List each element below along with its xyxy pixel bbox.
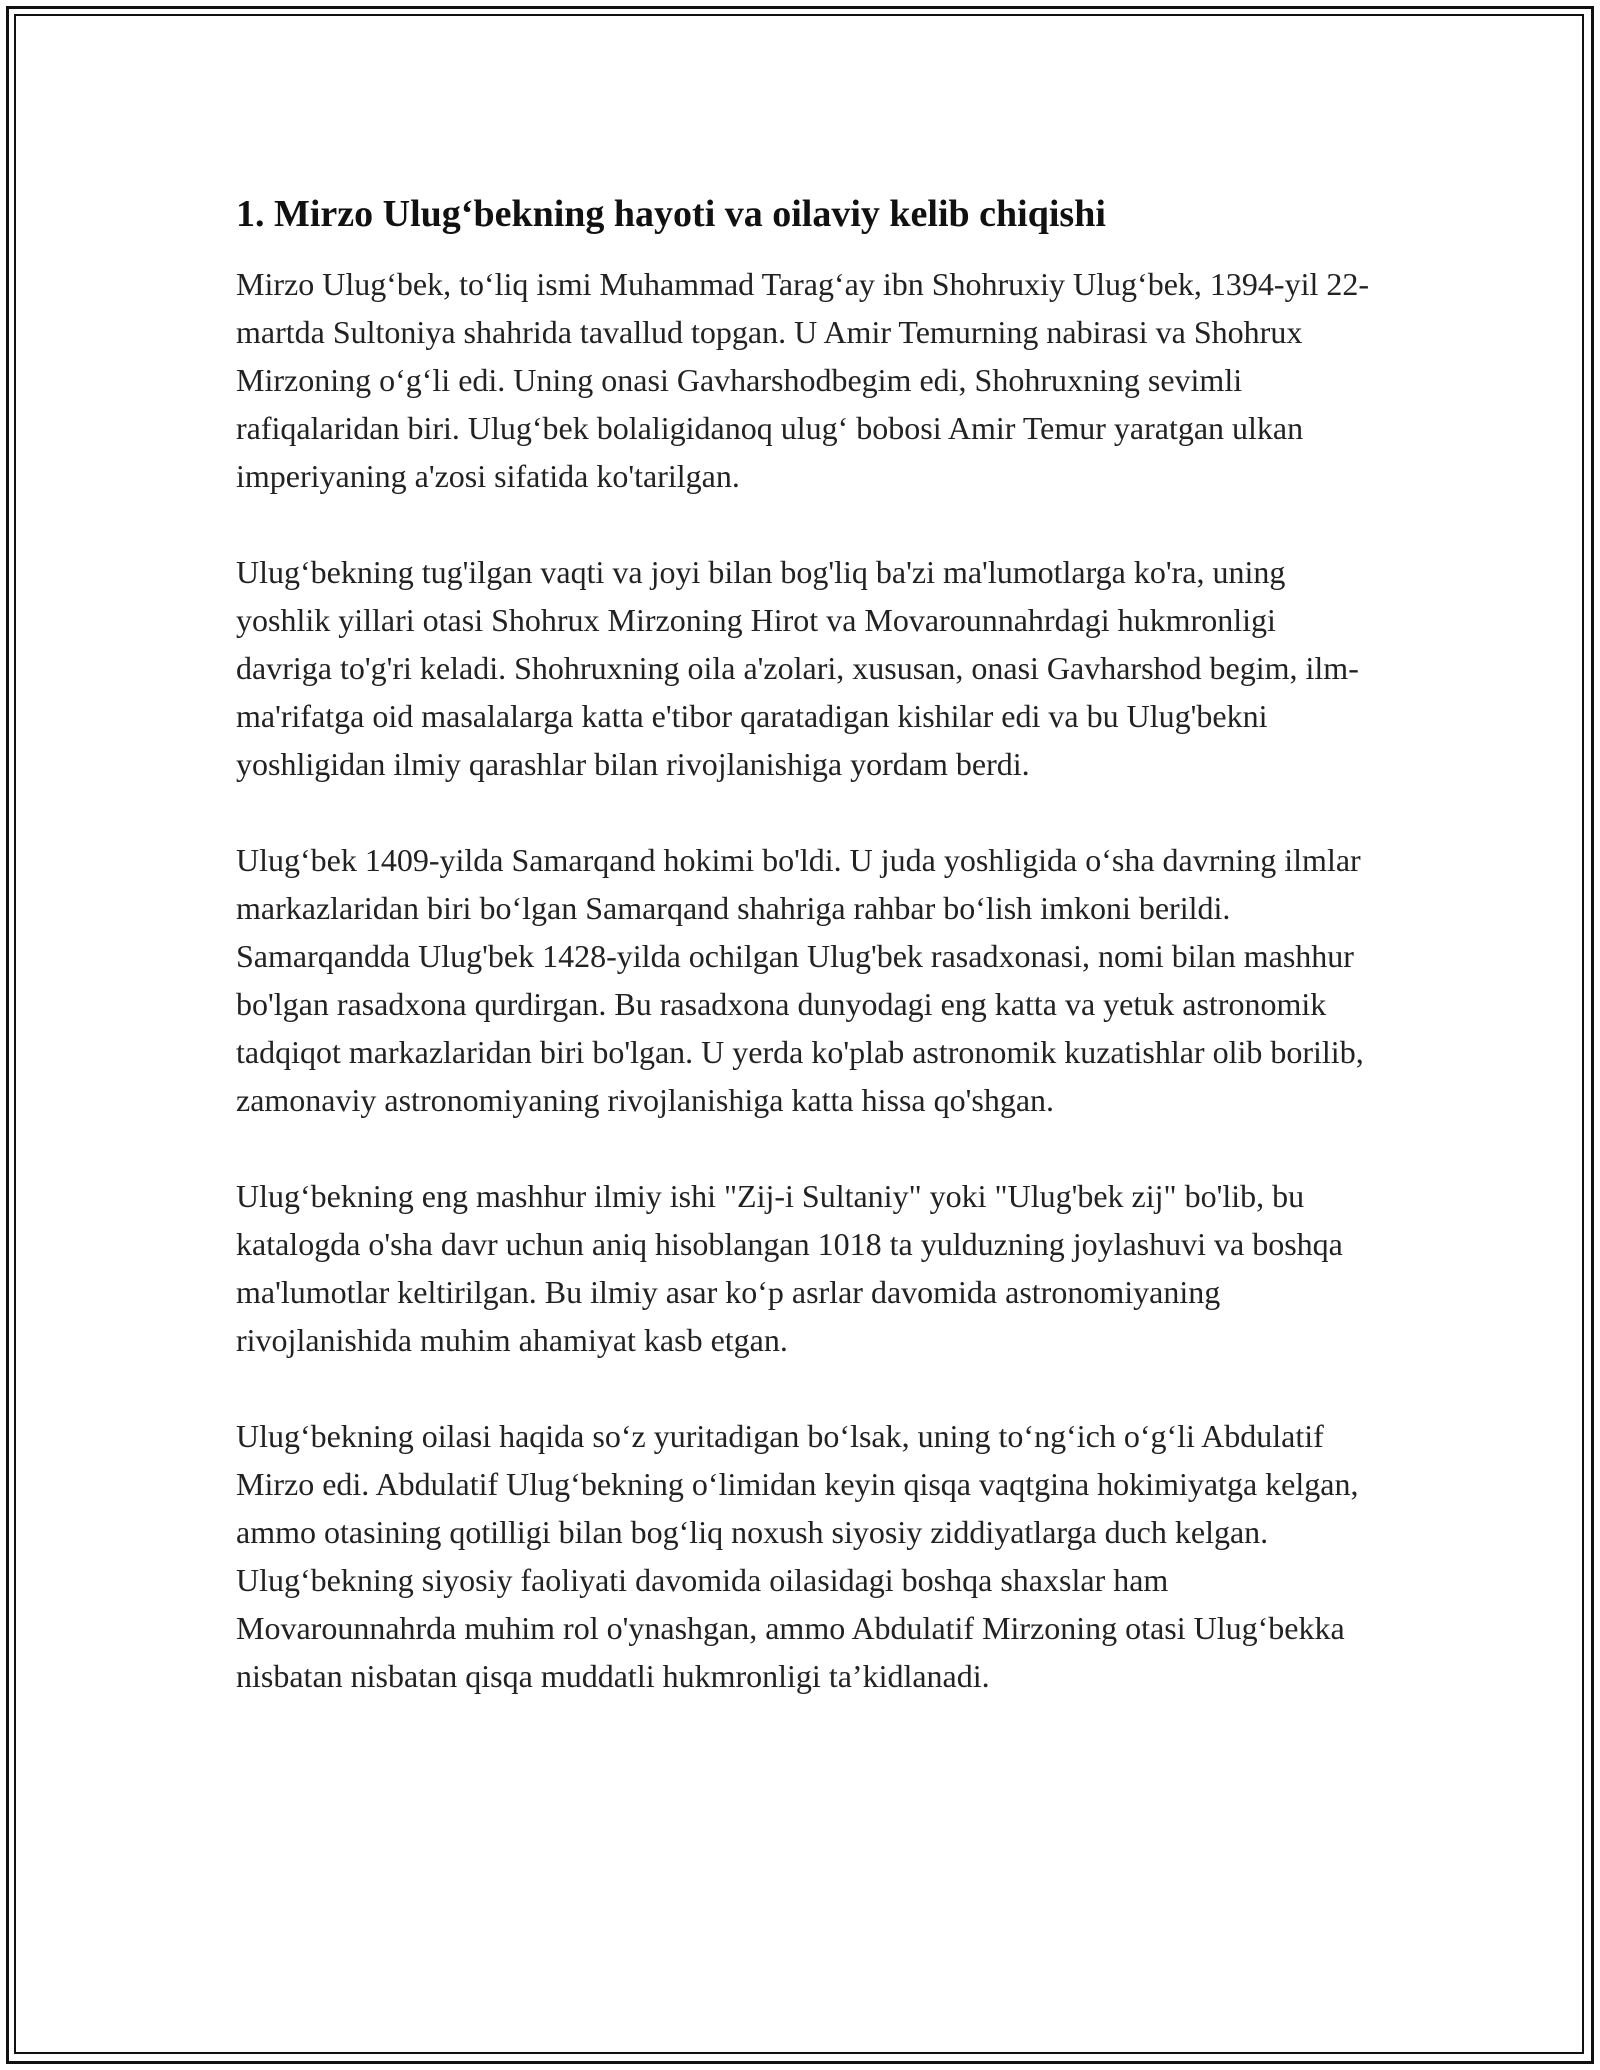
section-heading: 1. Mirzo Ulug‘bekning hayoti va oilaviy kelib chiqishi [236, 193, 1106, 235]
paragraph-family: Ulug‘bekning oilasi haqida so‘z yuritadigan bo‘lsak, uning to‘ng‘ich o‘g‘li Abdulatif Mirzo edi. Abdulatif Ulug‘bekning o‘limidan keyin qisqa vaqtgina hokimiyatga kelgan, ammo otasining qotilligi bilan bog‘liq noxush siyosiy ziddiyatlarga duch kelgan. Ulug‘bekning siyosiy faoliyati davomida oilasidagi boshqa shaxslar ham Movarounnahrda muhim rol o'ynashgan, ammo Abdulatif Mirzoning otasi Ulug‘bekka nisbatan nisbatan qisqa muddatli hukmronligi ta’kidlanadi. [236, 1418, 1359, 1694]
document-page [236, 188, 1376, 1700]
paragraph-samarkand: Ulug‘bek 1409-yilda Samarqand hokimi bo'ldi. U juda yoshligida o‘sha davrning ilmlar markazlaridan biri bo‘lgan Samarqand shahriga rahbar bo‘lish imkoni berildi. Samarqandda Ulug'bek 1428-yilda ochilgan Ulug'bek rasadxonasi, nomi bilan mashhur bo'lgan rasadxona qurdirgan. Bu rasadxona dunyodagi eng katta va yetuk astronomik tadqiqot markazlaridan biri bo'lgan. U yerda ko'plab astronomik kuzatishlar olib borilib, zamonaviy astronomiyaning rivojlanishiga katta hissa qo'shgan. [236, 842, 1364, 1118]
paragraph-youth: Ulug‘bekning tug'ilgan vaqti va joyi bilan bog'liq ba'zi ma'lumotlarga ko'ra, uning yoshlik yillari otasi Shohrux Mirzoning Hirot va Movarounnahrdagi hukmronligi davriga to'g'ri keladi. Shohruxning oila a'zolari, xususan, onasi Gavharshod begim, ilm-ma'rifatga oid masalalarga katta e'tibor qaratadigan kishilar edi va bu Ulug'bekni yoshligidan ilmiy qarashlar bilan rivojlanishiga yordam berdi. [236, 554, 1359, 782]
paragraph-birth: Mirzo Ulug‘bek, to‘liq ismi Muhammad Tarag‘ay ibn Shohruxiy Ulug‘bek, 1394-yil 22-martda Sultoniya shahrida tavallud topgan. U Amir Temurning nabirasi va Shohrux Mirzoning o‘g‘li edi. Uning onasi Gavharshodbegim edi, Shohruxning sevimli rafiqalaridan biri. Ulug‘bek bolaligidanoq ulug‘ bobosi Amir Temur yaratgan ulkan imperiyaning a'zosi sifatida ko'tarilgan. [236, 266, 1369, 494]
paragraph-zij: Ulug‘bekning eng mashhur ilmiy ishi "Zij-i Sultaniy" yoki "Ulug'bek zij" bo'lib, bu katalogda o'sha davr uchun aniq hisoblangan 1018 ta yulduzning joylashuvi va boshqa ma'lumotlar keltirilgan. Bu ilmiy asar ko‘p asrlar davomida astronomiyaning rivojlanishida muhim ahamiyat kasb etgan. [236, 1178, 1343, 1358]
